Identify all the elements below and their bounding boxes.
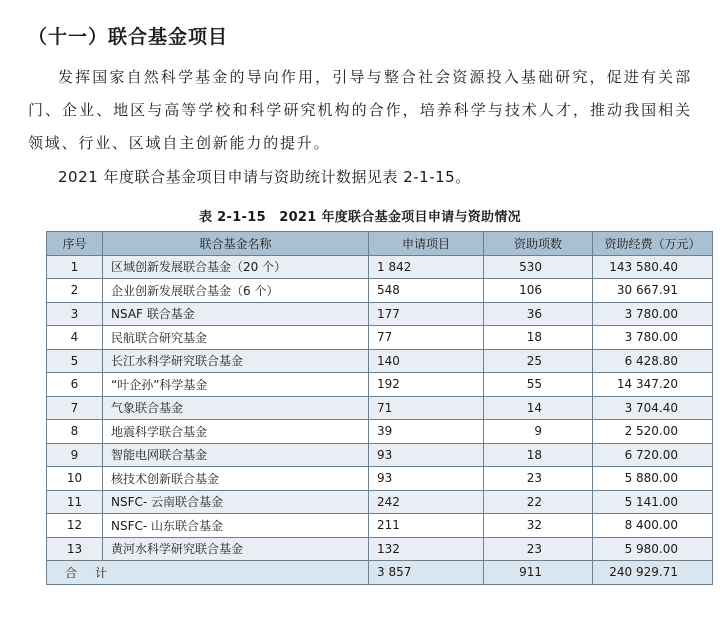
cell-amount: 3 704.40 (593, 396, 713, 420)
cell-amount: 143 580.40 (593, 255, 713, 279)
header-fund-name: 联合基金名称 (103, 232, 369, 256)
cell-amount: 30 667.91 (593, 279, 713, 303)
cell-amount: 14 347.20 (593, 373, 713, 397)
total-amount: 240 929.71 (593, 561, 713, 585)
cell-no: 9 (47, 443, 103, 467)
cell-applied: 1 842 (369, 255, 484, 279)
section-title: （十一）联合基金项目 (28, 26, 229, 48)
table-caption: 表 2-1-15 2021 年度联合基金项目申请与资助情况 (199, 210, 521, 225)
cell-applied: 177 (369, 302, 484, 326)
total-applied: 3 857 (369, 561, 484, 585)
cell-amount: 6 720.00 (593, 443, 713, 467)
cell-no: 13 (47, 537, 103, 561)
header-amount: 资助经费（万元） (593, 232, 713, 256)
cell-no: 8 (47, 420, 103, 444)
cell-name: 民航联合研究基金 (103, 326, 369, 350)
cell-amount: 5 980.00 (593, 537, 713, 561)
cell-applied: 71 (369, 396, 484, 420)
cell-no: 5 (47, 349, 103, 373)
cell-applied: 132 (369, 537, 484, 561)
cell-applied: 242 (369, 490, 484, 514)
table-row (47, 279, 713, 303)
cell-no: 3 (47, 302, 103, 326)
table-row (47, 255, 713, 279)
table-header-row (47, 232, 713, 256)
table-row (47, 326, 713, 350)
cell-name: 企业创新发展联合基金（6 个） (103, 279, 369, 303)
cell-applied: 140 (369, 349, 484, 373)
table-row (47, 443, 713, 467)
cell-name: “叶企孙”科学基金 (103, 373, 369, 397)
cell-name: 气象联合基金 (103, 396, 369, 420)
cell-funded: 36 (484, 302, 593, 326)
cell-funded: 22 (484, 490, 593, 514)
cell-name: NSAF 联合基金 (103, 302, 369, 326)
intro-paragraph: 发挥国家自然科学基金的导向作用，引导与整合社会资源投入基础研究，促进有关部门、企业、地区与高等学校和科学研究机构的合作，培养科学与技术人才，推动我国相关领域、行业、区域自主创新能力的提升。 (28, 68, 692, 152)
cell-name: 区域创新发展联合基金（20 个） (103, 255, 369, 279)
cell-name: 智能电网联合基金 (103, 443, 369, 467)
cell-funded: 18 (484, 326, 593, 350)
table-row (47, 349, 713, 373)
total-funded: 911 (484, 561, 593, 585)
cell-amount: 5 141.00 (593, 490, 713, 514)
total-label: 合计 (47, 561, 369, 585)
cell-no: 2 (47, 279, 103, 303)
table-reference-note: 2021 年度联合基金项目申请与资助统计数据见表 2-1-15。 (58, 168, 471, 186)
cell-funded: 14 (484, 396, 593, 420)
cell-amount: 5 880.00 (593, 467, 713, 491)
cell-funded: 32 (484, 514, 593, 538)
cell-funded: 23 (484, 537, 593, 561)
cell-no: 6 (47, 373, 103, 397)
table-total-row (47, 561, 713, 585)
cell-name: NSFC- 山东联合基金 (103, 514, 369, 538)
header-no: 序号 (47, 232, 103, 256)
cell-applied: 548 (369, 279, 484, 303)
cell-amount: 8 400.00 (593, 514, 713, 538)
cell-name: 黄河水科学研究联合基金 (103, 537, 369, 561)
cell-name: NSFC- 云南联合基金 (103, 490, 369, 514)
table-row (47, 490, 713, 514)
cell-applied: 93 (369, 467, 484, 491)
table-row (47, 396, 713, 420)
cell-amount: 3 780.00 (593, 302, 713, 326)
table-row (47, 302, 713, 326)
cell-funded: 25 (484, 349, 593, 373)
table-row (47, 373, 713, 397)
cell-no: 4 (47, 326, 103, 350)
cell-name: 长江水科学研究联合基金 (103, 349, 369, 373)
cell-applied: 93 (369, 443, 484, 467)
cell-applied: 39 (369, 420, 484, 444)
header-funded: 资助项数 (484, 232, 593, 256)
cell-amount: 2 520.00 (593, 420, 713, 444)
cell-funded: 55 (484, 373, 593, 397)
cell-funded: 23 (484, 467, 593, 491)
cell-funded: 530 (484, 255, 593, 279)
cell-applied: 211 (369, 514, 484, 538)
header-applied: 申请项目 (369, 232, 484, 256)
cell-name: 核技术创新联合基金 (103, 467, 369, 491)
table-row (47, 514, 713, 538)
table-row (47, 537, 713, 561)
joint-fund-table (46, 231, 713, 585)
cell-applied: 192 (369, 373, 484, 397)
cell-applied: 77 (369, 326, 484, 350)
table-row (47, 420, 713, 444)
cell-funded: 106 (484, 279, 593, 303)
cell-no: 1 (47, 255, 103, 279)
cell-no: 7 (47, 396, 103, 420)
cell-funded: 9 (484, 420, 593, 444)
cell-no: 12 (47, 514, 103, 538)
cell-funded: 18 (484, 443, 593, 467)
cell-amount: 3 780.00 (593, 326, 713, 350)
cell-no: 11 (47, 490, 103, 514)
cell-name: 地震科学联合基金 (103, 420, 369, 444)
table-row (47, 467, 713, 491)
cell-no: 10 (47, 467, 103, 491)
cell-amount: 6 428.80 (593, 349, 713, 373)
